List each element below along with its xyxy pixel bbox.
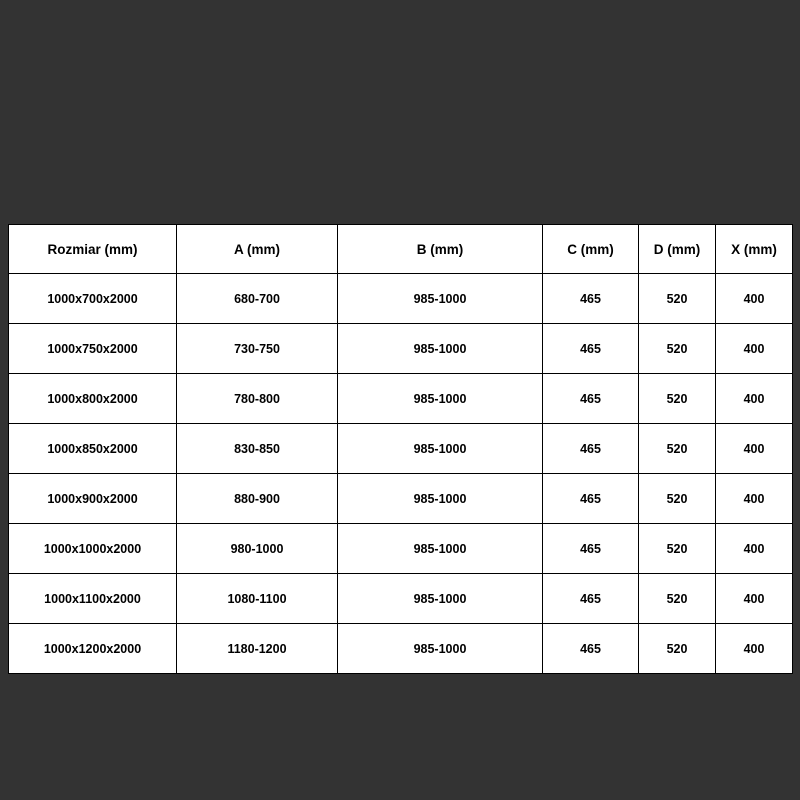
cell-b: 985-1000	[338, 274, 543, 324]
cell-rozmiar: 1000x700x2000	[9, 274, 177, 324]
cell-d: 520	[639, 324, 716, 374]
cell-x: 400	[716, 274, 793, 324]
cell-d: 520	[639, 624, 716, 674]
column-header-b: B (mm)	[338, 225, 543, 274]
cell-x: 400	[716, 424, 793, 474]
cell-b: 985-1000	[338, 574, 543, 624]
cell-rozmiar: 1000x1000x2000	[9, 524, 177, 574]
cell-a: 680-700	[177, 274, 338, 324]
cell-a: 1180-1200	[177, 624, 338, 674]
cell-c: 465	[543, 324, 639, 374]
cell-a: 1080-1100	[177, 574, 338, 624]
cell-x: 400	[716, 324, 793, 374]
cell-c: 465	[543, 474, 639, 524]
cell-d: 520	[639, 524, 716, 574]
cell-d: 520	[639, 374, 716, 424]
cell-a: 830-850	[177, 424, 338, 474]
cell-c: 465	[543, 624, 639, 674]
table-row	[9, 274, 793, 324]
cell-x: 400	[716, 624, 793, 674]
cell-x: 400	[716, 474, 793, 524]
table-body	[9, 274, 793, 674]
column-header-rozmiar: Rozmiar (mm)	[9, 225, 177, 274]
cell-rozmiar: 1000x850x2000	[9, 424, 177, 474]
cell-c: 465	[543, 574, 639, 624]
column-header-c: C (mm)	[543, 225, 639, 274]
cell-b: 985-1000	[338, 624, 543, 674]
cell-rozmiar: 1000x750x2000	[9, 324, 177, 374]
spec-table-container	[8, 224, 792, 674]
cell-d: 520	[639, 424, 716, 474]
cell-x: 400	[716, 574, 793, 624]
cell-c: 465	[543, 374, 639, 424]
column-header-x: X (mm)	[716, 225, 793, 274]
cell-b: 985-1000	[338, 324, 543, 374]
table-row	[9, 324, 793, 374]
cell-d: 520	[639, 474, 716, 524]
cell-rozmiar: 1000x900x2000	[9, 474, 177, 524]
table-row	[9, 624, 793, 674]
table-row	[9, 474, 793, 524]
table-row	[9, 374, 793, 424]
cell-b: 985-1000	[338, 524, 543, 574]
dimensions-table	[8, 224, 793, 674]
table-row	[9, 574, 793, 624]
cell-rozmiar: 1000x1100x2000	[9, 574, 177, 624]
cell-d: 520	[639, 274, 716, 324]
cell-a: 980-1000	[177, 524, 338, 574]
cell-a: 730-750	[177, 324, 338, 374]
table-row	[9, 524, 793, 574]
cell-b: 985-1000	[338, 424, 543, 474]
cell-c: 465	[543, 424, 639, 474]
cell-x: 400	[716, 374, 793, 424]
column-header-d: D (mm)	[639, 225, 716, 274]
table-header-row	[9, 225, 793, 274]
table-header	[9, 225, 793, 274]
cell-c: 465	[543, 274, 639, 324]
cell-b: 985-1000	[338, 474, 543, 524]
cell-b: 985-1000	[338, 374, 543, 424]
cell-rozmiar: 1000x800x2000	[9, 374, 177, 424]
cell-d: 520	[639, 574, 716, 624]
cell-c: 465	[543, 524, 639, 574]
cell-a: 780-800	[177, 374, 338, 424]
table-row	[9, 424, 793, 474]
cell-rozmiar: 1000x1200x2000	[9, 624, 177, 674]
cell-x: 400	[716, 524, 793, 574]
cell-a: 880-900	[177, 474, 338, 524]
column-header-a: A (mm)	[177, 225, 338, 274]
